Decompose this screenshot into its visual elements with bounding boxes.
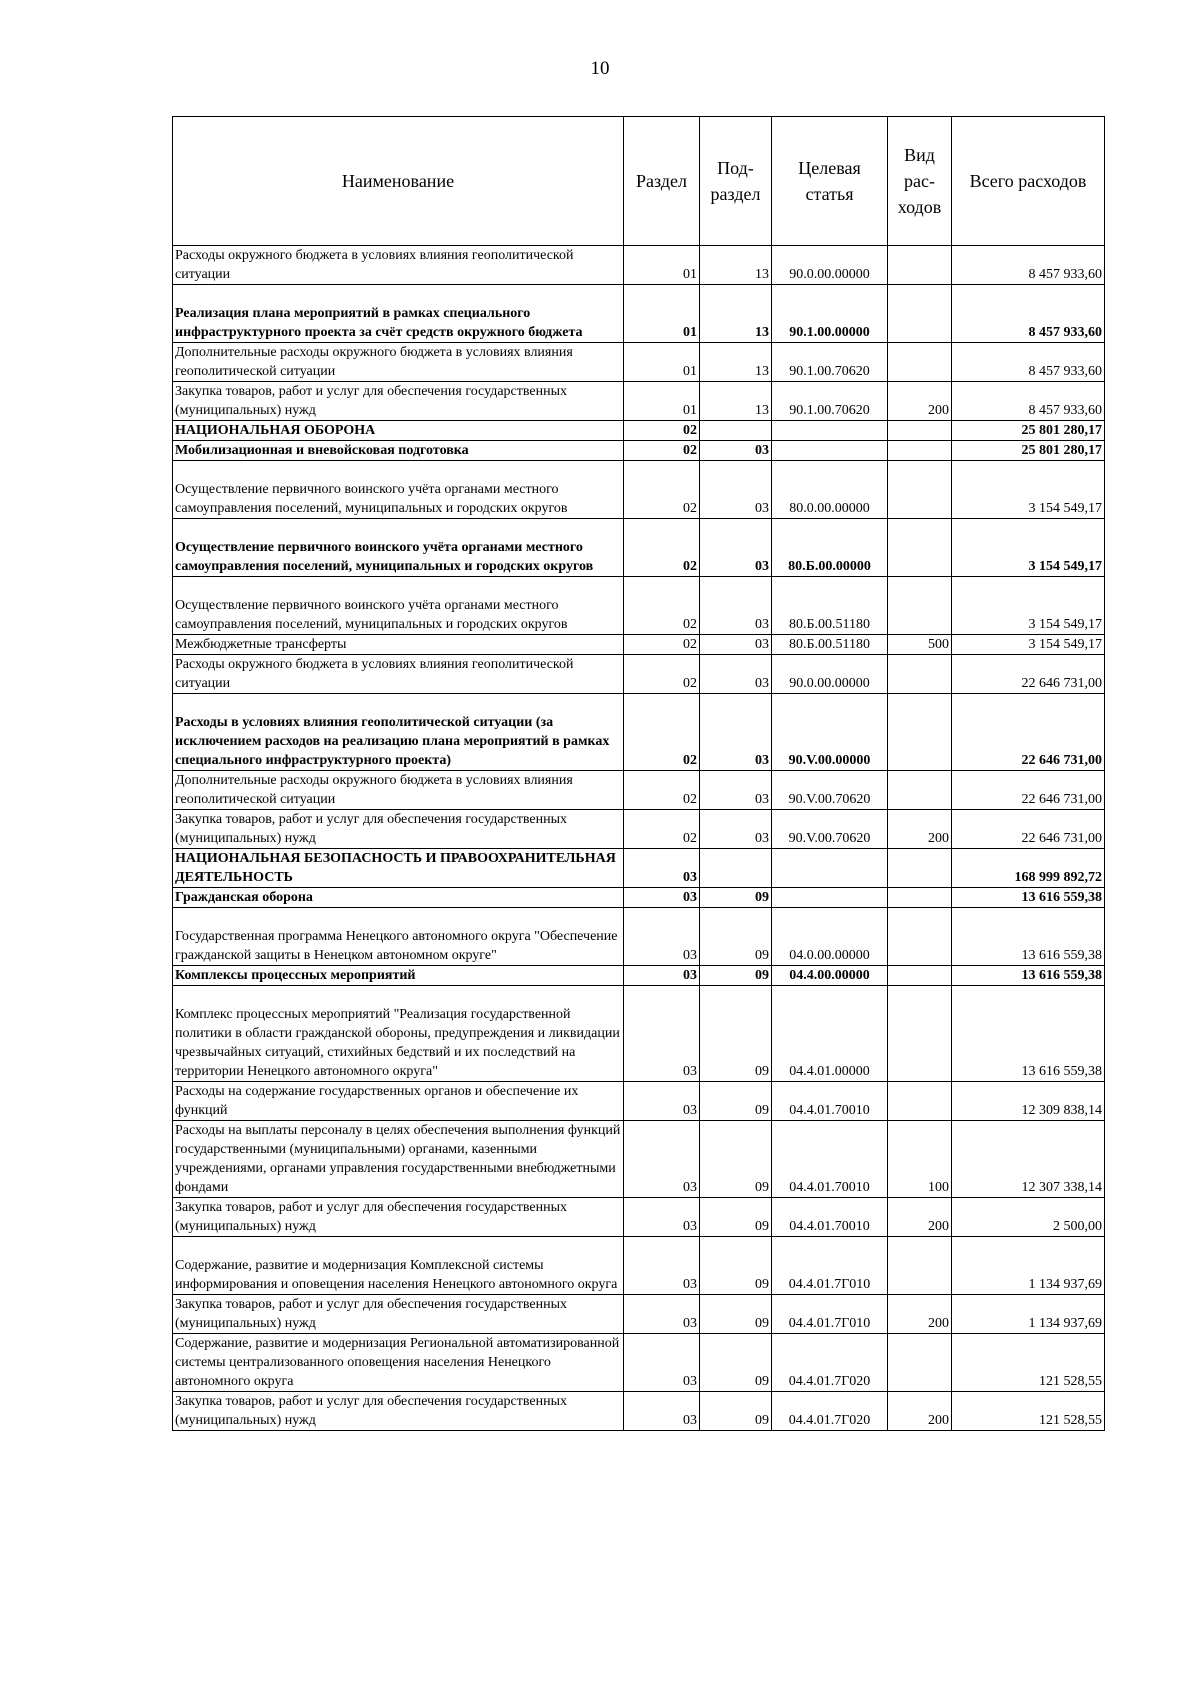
cell-total: 13 616 559,38 xyxy=(952,888,1105,908)
table-row xyxy=(173,421,1105,441)
cell-razdel: 02 xyxy=(624,771,700,810)
cell-vid xyxy=(888,421,952,441)
cell-podrazdel: 03 xyxy=(700,771,772,810)
cell-total: 8 457 933,60 xyxy=(952,285,1105,343)
cell-vid: 200 xyxy=(888,1392,952,1431)
cell-vid xyxy=(888,986,952,1082)
cell-name: Осуществление первичного воинского учёта органами местного самоуправления поселений, муниципальных и городских округов xyxy=(173,577,624,635)
cell-total: 8 457 933,60 xyxy=(952,343,1105,382)
cell-name: Мобилизационная и вневойсковая подготовка xyxy=(173,441,624,461)
cell-vid xyxy=(888,461,952,519)
cell-vid xyxy=(888,246,952,285)
cell-name: Содержание, развитие и модернизация Региональной автоматизированной системы централизованного оповещения населения Ненецкого автономного округа xyxy=(173,1334,624,1392)
table-row xyxy=(173,810,1105,849)
table-row xyxy=(173,519,1105,577)
cell-name: Комплекс процессных мероприятий "Реализация государственной политики в области гражданской обороны, предупреждения и ликвидации чрезвычайных ситуаций, стихийных бедствий и их последствий на территории Ненецкого автономного округа" xyxy=(173,986,624,1082)
cell-name: Расходы окружного бюджета в условиях влияния геополитической ситуации xyxy=(173,655,624,694)
cell-celevaya: 80.Б.00.51180 xyxy=(772,635,888,655)
cell-razdel: 03 xyxy=(624,888,700,908)
cell-name: Расходы окружного бюджета в условиях влияния геополитической ситуации xyxy=(173,246,624,285)
cell-razdel: 03 xyxy=(624,1295,700,1334)
table-row xyxy=(173,343,1105,382)
cell-podrazdel: 03 xyxy=(700,810,772,849)
cell-celevaya: 90.V.00.70620 xyxy=(772,771,888,810)
cell-podrazdel: 03 xyxy=(700,655,772,694)
table-row xyxy=(173,771,1105,810)
cell-name: Закупка товаров, работ и услуг для обеспечения государственных (муниципальных) нужд xyxy=(173,1392,624,1431)
cell-vid xyxy=(888,1334,952,1392)
cell-total: 22 646 731,00 xyxy=(952,810,1105,849)
cell-total: 1 134 937,69 xyxy=(952,1295,1105,1334)
cell-total: 13 616 559,38 xyxy=(952,986,1105,1082)
cell-celevaya: 04.4.01.70010 xyxy=(772,1121,888,1198)
cell-total: 3 154 549,17 xyxy=(952,461,1105,519)
cell-podrazdel: 03 xyxy=(700,577,772,635)
cell-podrazdel: 13 xyxy=(700,246,772,285)
cell-total: 121 528,55 xyxy=(952,1392,1105,1431)
cell-total: 13 616 559,38 xyxy=(952,908,1105,966)
cell-podrazdel: 09 xyxy=(700,908,772,966)
cell-total: 22 646 731,00 xyxy=(952,655,1105,694)
cell-vid xyxy=(888,1237,952,1295)
cell-podrazdel: 09 xyxy=(700,1082,772,1121)
cell-total: 3 154 549,17 xyxy=(952,635,1105,655)
cell-celevaya: 80.Б.00.00000 xyxy=(772,519,888,577)
cell-razdel: 03 xyxy=(624,1121,700,1198)
cell-total: 8 457 933,60 xyxy=(952,382,1105,421)
cell-podrazdel: 09 xyxy=(700,1237,772,1295)
cell-total: 8 457 933,60 xyxy=(952,246,1105,285)
cell-podrazdel: 03 xyxy=(700,441,772,461)
cell-vid xyxy=(888,966,952,986)
cell-podrazdel: 13 xyxy=(700,343,772,382)
cell-name: Осуществление первичного воинского учёта органами местного самоуправления поселений, муниципальных и городских округов xyxy=(173,519,624,577)
header-celevaya: Целевая статья xyxy=(772,117,888,246)
table-row xyxy=(173,382,1105,421)
table-row xyxy=(173,285,1105,343)
cell-name: Расходы на выплаты персоналу в целях обеспечения выполнения функций государственными (муниципальными) органами, казенными учреждениями, органами управления государственными внебюджетными фондами xyxy=(173,1121,624,1198)
cell-celevaya: 04.0.00.00000 xyxy=(772,908,888,966)
cell-vid xyxy=(888,771,952,810)
cell-razdel: 02 xyxy=(624,441,700,461)
cell-vid xyxy=(888,441,952,461)
cell-total: 22 646 731,00 xyxy=(952,771,1105,810)
cell-celevaya: 90.V.00.70620 xyxy=(772,810,888,849)
cell-podrazdel: 09 xyxy=(700,966,772,986)
cell-vid xyxy=(888,343,952,382)
cell-total: 2 500,00 xyxy=(952,1198,1105,1237)
cell-razdel: 03 xyxy=(624,1392,700,1431)
cell-razdel: 03 xyxy=(624,1334,700,1392)
cell-name: Закупка товаров, работ и услуг для обеспечения государственных (муниципальных) нужд xyxy=(173,382,624,421)
cell-name: Расходы на содержание государственных органов и обеспечение их функций xyxy=(173,1082,624,1121)
cell-vid: 200 xyxy=(888,810,952,849)
header-total: Всего расходов xyxy=(952,117,1105,246)
cell-vid xyxy=(888,1082,952,1121)
cell-podrazdel: 09 xyxy=(700,1334,772,1392)
cell-podrazdel: 09 xyxy=(700,1198,772,1237)
cell-razdel: 02 xyxy=(624,810,700,849)
table-row xyxy=(173,1121,1105,1198)
cell-celevaya: 90.1.00.70620 xyxy=(772,343,888,382)
cell-vid: 200 xyxy=(888,382,952,421)
cell-podrazdel: 09 xyxy=(700,986,772,1082)
cell-vid xyxy=(888,519,952,577)
cell-razdel: 02 xyxy=(624,577,700,635)
cell-total: 22 646 731,00 xyxy=(952,694,1105,771)
cell-razdel: 01 xyxy=(624,382,700,421)
cell-razdel: 03 xyxy=(624,1082,700,1121)
cell-vid xyxy=(888,577,952,635)
cell-name: Дополнительные расходы окружного бюджета в условиях влияния геополитической ситуации xyxy=(173,343,624,382)
cell-razdel: 02 xyxy=(624,421,700,441)
cell-podrazdel xyxy=(700,849,772,888)
table-row xyxy=(173,1082,1105,1121)
cell-total: 25 801 280,17 xyxy=(952,421,1105,441)
cell-name: Закупка товаров, работ и услуг для обеспечения государственных (муниципальных) нужд xyxy=(173,1295,624,1334)
cell-podrazdel: 13 xyxy=(700,382,772,421)
cell-celevaya: 04.4.01.00000 xyxy=(772,986,888,1082)
cell-celevaya xyxy=(772,441,888,461)
cell-vid xyxy=(888,888,952,908)
cell-name: Межбюджетные трансферты xyxy=(173,635,624,655)
cell-total: 25 801 280,17 xyxy=(952,441,1105,461)
cell-celevaya: 04.4.01.7Г020 xyxy=(772,1334,888,1392)
table-row xyxy=(173,1237,1105,1295)
cell-name: Расходы в условиях влияния геополитической ситуации (за исключением расходов на реализацию плана мероприятий в рамках специального инфраструктурного проекта) xyxy=(173,694,624,771)
cell-razdel: 02 xyxy=(624,655,700,694)
cell-name: Гражданская оборона xyxy=(173,888,624,908)
cell-razdel: 02 xyxy=(624,635,700,655)
cell-razdel: 03 xyxy=(624,1198,700,1237)
table-row xyxy=(173,966,1105,986)
cell-razdel: 01 xyxy=(624,343,700,382)
table-row xyxy=(173,888,1105,908)
table-row xyxy=(173,849,1105,888)
cell-name: Комплексы процессных мероприятий xyxy=(173,966,624,986)
cell-razdel: 03 xyxy=(624,966,700,986)
cell-podrazdel: 03 xyxy=(700,519,772,577)
cell-celevaya: 90.0.00.00000 xyxy=(772,655,888,694)
cell-razdel: 01 xyxy=(624,285,700,343)
table-header-row xyxy=(173,117,1105,246)
cell-celevaya: 90.1.00.70620 xyxy=(772,382,888,421)
cell-name: Дополнительные расходы окружного бюджета в условиях влияния геополитической ситуации xyxy=(173,771,624,810)
cell-name: Реализация плана мероприятий в рамках специального инфраструктурного проекта за счёт средств окружного бюджета xyxy=(173,285,624,343)
cell-total: 3 154 549,17 xyxy=(952,519,1105,577)
cell-name: Осуществление первичного воинского учёта органами местного самоуправления поселений, муниципальных и городских округов xyxy=(173,461,624,519)
cell-razdel: 03 xyxy=(624,849,700,888)
table-row xyxy=(173,441,1105,461)
header-razdel: Раздел xyxy=(624,117,700,246)
cell-vid: 200 xyxy=(888,1198,952,1237)
table-body xyxy=(173,246,1105,1431)
header-podrazdel: Под-раздел xyxy=(700,117,772,246)
cell-name: НАЦИОНАЛЬНАЯ БЕЗОПАСНОСТЬ И ПРАВООХРАНИТЕЛЬНАЯ ДЕЯТЕЛЬНОСТЬ xyxy=(173,849,624,888)
cell-podrazdel: 09 xyxy=(700,1392,772,1431)
cell-name: НАЦИОНАЛЬНАЯ ОБОРОНА xyxy=(173,421,624,441)
cell-celevaya: 90.V.00.00000 xyxy=(772,694,888,771)
cell-vid: 200 xyxy=(888,1295,952,1334)
cell-vid xyxy=(888,655,952,694)
cell-total: 12 309 838,14 xyxy=(952,1082,1105,1121)
cell-celevaya: 90.0.00.00000 xyxy=(772,246,888,285)
table-row xyxy=(173,461,1105,519)
cell-name: Государственная программа Ненецкого автономного округа "Обеспечение гражданской защиты в Ненецком автономном округе" xyxy=(173,908,624,966)
cell-razdel: 03 xyxy=(624,1237,700,1295)
cell-total: 121 528,55 xyxy=(952,1334,1105,1392)
cell-name: Закупка товаров, работ и услуг для обеспечения государственных (муниципальных) нужд xyxy=(173,1198,624,1237)
cell-celevaya: 04.4.00.00000 xyxy=(772,966,888,986)
cell-razdel: 02 xyxy=(624,461,700,519)
cell-razdel: 02 xyxy=(624,694,700,771)
table-row xyxy=(173,577,1105,635)
cell-celevaya xyxy=(772,888,888,908)
cell-total: 13 616 559,38 xyxy=(952,966,1105,986)
cell-razdel: 01 xyxy=(624,246,700,285)
header-name: Наименование xyxy=(173,117,624,246)
cell-celevaya: 04.4.01.70010 xyxy=(772,1082,888,1121)
cell-razdel: 03 xyxy=(624,908,700,966)
cell-celevaya: 80.0.00.00000 xyxy=(772,461,888,519)
cell-podrazdel: 03 xyxy=(700,635,772,655)
table-row xyxy=(173,246,1105,285)
cell-celevaya: 80.Б.00.51180 xyxy=(772,577,888,635)
cell-podrazdel: 03 xyxy=(700,694,772,771)
table-row xyxy=(173,908,1105,966)
cell-total: 12 307 338,14 xyxy=(952,1121,1105,1198)
table-row xyxy=(173,635,1105,655)
budget-table xyxy=(172,116,1105,1431)
table-row xyxy=(173,655,1105,694)
header-vid: Вид рас-ходов xyxy=(888,117,952,246)
cell-podrazdel: 09 xyxy=(700,1121,772,1198)
cell-vid: 100 xyxy=(888,1121,952,1198)
cell-vid xyxy=(888,694,952,771)
cell-total: 168 999 892,72 xyxy=(952,849,1105,888)
cell-podrazdel: 13 xyxy=(700,285,772,343)
cell-podrazdel: 09 xyxy=(700,1295,772,1334)
cell-celevaya: 04.4.01.7Г020 xyxy=(772,1392,888,1431)
table-row xyxy=(173,694,1105,771)
cell-name: Содержание, развитие и модернизация Комплексной системы информирования и оповещения населения Ненецкого автономного округа xyxy=(173,1237,624,1295)
cell-celevaya: 04.4.01.70010 xyxy=(772,1198,888,1237)
cell-celevaya xyxy=(772,421,888,441)
cell-vid xyxy=(888,908,952,966)
table-row xyxy=(173,986,1105,1082)
cell-podrazdel xyxy=(700,421,772,441)
cell-vid xyxy=(888,285,952,343)
table-row xyxy=(173,1392,1105,1431)
cell-podrazdel: 03 xyxy=(700,461,772,519)
cell-celevaya: 04.4.01.7Г010 xyxy=(772,1237,888,1295)
cell-total: 1 134 937,69 xyxy=(952,1237,1105,1295)
cell-vid xyxy=(888,849,952,888)
cell-celevaya: 04.4.01.7Г010 xyxy=(772,1295,888,1334)
cell-razdel: 02 xyxy=(624,519,700,577)
cell-name: Закупка товаров, работ и услуг для обеспечения государственных (муниципальных) нужд xyxy=(173,810,624,849)
cell-vid: 500 xyxy=(888,635,952,655)
page-number: 10 xyxy=(590,58,610,79)
cell-celevaya xyxy=(772,849,888,888)
table-row xyxy=(173,1295,1105,1334)
cell-podrazdel: 09 xyxy=(700,888,772,908)
cell-razdel: 03 xyxy=(624,986,700,1082)
table-row xyxy=(173,1198,1105,1237)
table-row xyxy=(173,1334,1105,1392)
cell-total: 3 154 549,17 xyxy=(952,577,1105,635)
cell-celevaya: 90.1.00.00000 xyxy=(772,285,888,343)
